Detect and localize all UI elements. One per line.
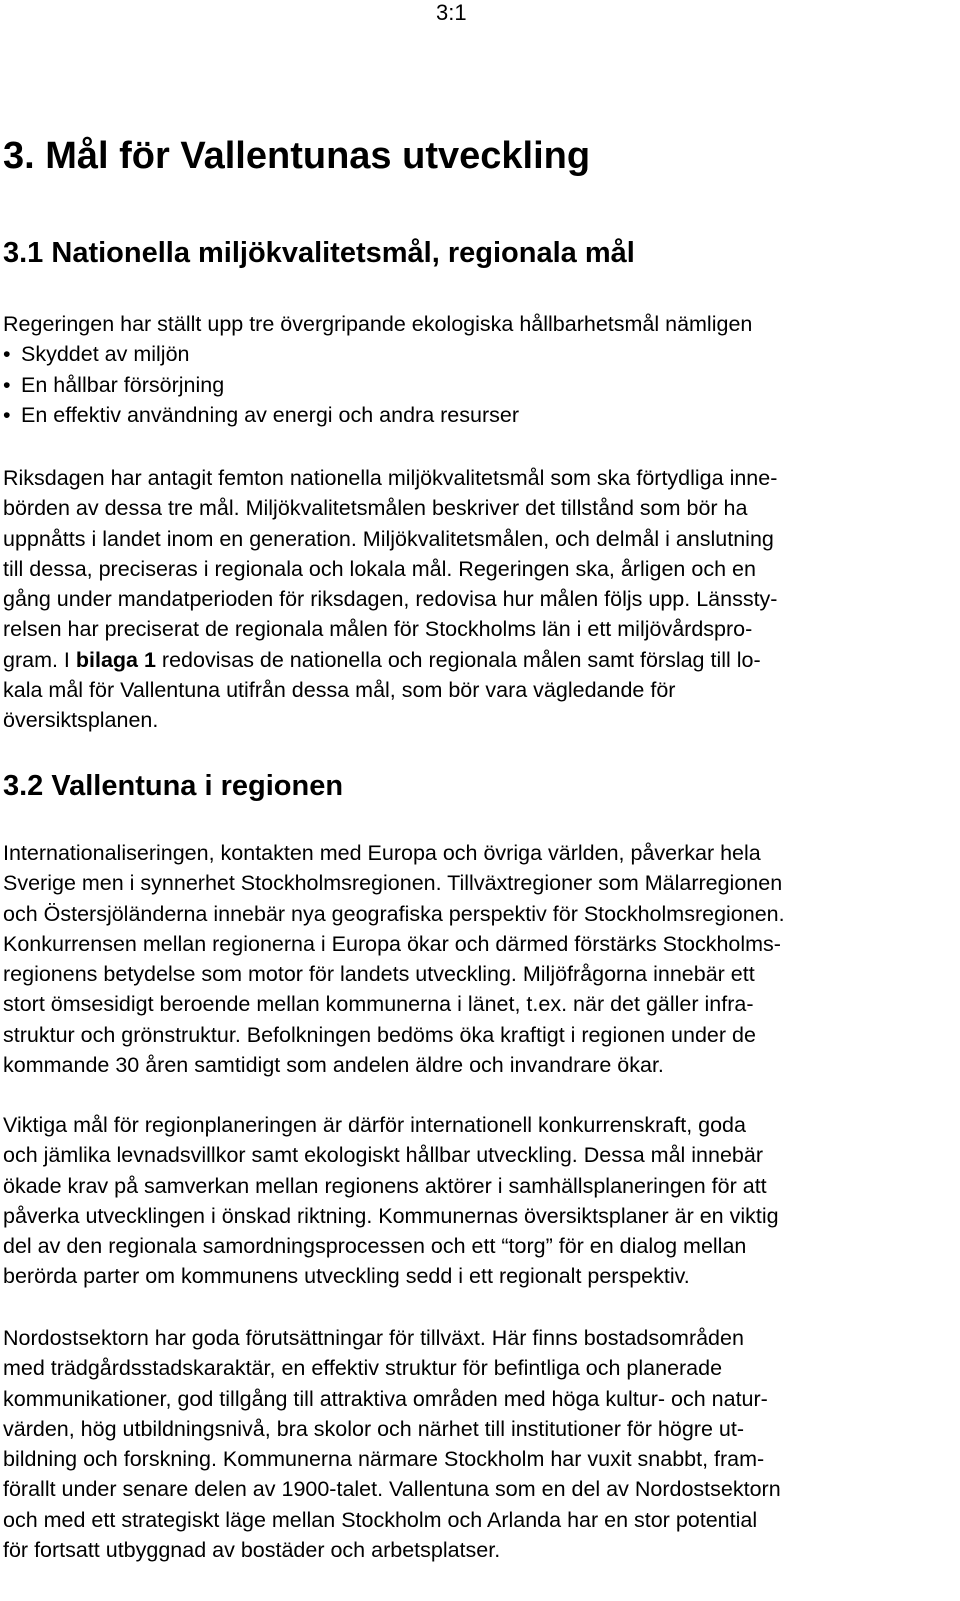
text-line: kommunikationer, god tillgång till attraktiva områden med höga kultur- och natur- [3,1386,768,1411]
text-fragment: gram. I [3,647,76,672]
text-line: Konkurrensen mellan regionerna i Europa ökar och därmed förstärks Stockholms- [3,931,781,956]
page-number: 3:1 [436,0,467,25]
intro-paragraph [3,309,943,339]
text-fragment: redovisas de nationella och regionala målen samt förslag till lo- [155,647,761,672]
bullet-item [3,339,943,369]
intro-line: Regeringen har ställt upp tre övergripande ekologiska hållbarhetsmål nämligen [3,312,753,336]
text-line: och med ett strategiskt läge mellan Stockholm och Arlanda har en stor potential [3,1507,758,1532]
paragraph [3,838,943,1080]
section-3-1-paragraph [3,463,943,736]
text-line: kala mål för Vallentuna utifrån dessa mål, som bör vara vägledande för [3,678,676,703]
text-line: regionens betydelse som motor för landets utveckling. Miljöfrågorna innebär ett [3,962,755,987]
section-3-2-paragraph-3 [3,1323,943,1565]
text-line: uppnåtts i landet inom en generation. Miljökvalitetsmålen, och delmål i anslutning [3,526,774,551]
text-line: del av den regionala samordningsprocessen och ett “torg” för en dialog mellan [3,1234,747,1259]
text-line: värden, hög utbildningsnivå, bra skolor och närhet till institutioner för högre ut- [3,1416,744,1441]
section-3-1-intro-block [3,309,943,430]
text-line: relsen har preciserat de regionala målen för Stockholms län i ett miljövårdspro- [3,617,753,642]
bullet-item [3,370,943,400]
paragraph [3,463,943,736]
text-line: Nordostsektorn har goda förutsättningar för tillväxt. Här finns bostadsområden [3,1326,744,1350]
section-title-3-2: 3.2 Vallentuna i regionen [3,770,344,802]
bullet-text: Skyddet av miljön [21,342,190,367]
bilaga-reference: bilaga 1 [75,647,156,672]
text-line: Internationaliseringen, kontakten med Europa och övriga världen, påverkar hela [3,841,761,865]
text-line: och jämlika levnadsvillkor samt ekologiskt hållbar utveckling. Dessa mål innebär [3,1143,764,1168]
section-3-2-paragraph-1 [3,838,943,1080]
bullet-text: En hållbar försörjning [21,372,225,397]
bullet-dot-icon: • [3,372,11,397]
text-line: till dessa, preciseras i regionala och lokala mål. Regeringen ska, årligen och en [3,556,756,581]
text-line: Riksdagen har antagit femton nationella miljökvalitetsmål som ska förtydliga inne- [3,466,778,490]
text-line: gång under mandatperioden för riksdagen, redovisa hur målen följs upp. Länssty- [3,587,778,612]
text-line: ökade krav på samverkan mellan regionens aktörer i samhällsplaneringen för att [3,1173,767,1198]
text-line: Viktiga mål för regionplaneringen är därför internationell konkurrenskraft, goda [3,1113,746,1137]
goal-bullet-list [3,339,943,430]
text-line: stort ömsesidigt beroende mellan kommunerna i länet, t.ex. när det gäller infra- [3,992,754,1017]
text-line: med trädgårdsstadskaraktär, en effektiv struktur för befintliga och planerade [3,1356,723,1381]
bullet-dot-icon: • [3,402,11,427]
text-line: struktur och grönstruktur. Befolkningen bedöms öka kraftigt i regionen under de [3,1022,756,1047]
bullet-dot-icon: • [3,342,11,367]
text-line [3,645,943,675]
text-line: för fortsatt utbyggnad av bostäder och arbetsplatser. [3,1538,501,1563]
bullet-item [3,400,943,430]
text-line: bildning och forskning. Kommunerna närmare Stockholm har vuxit snabbt, fram- [3,1447,765,1472]
text-line: översiktsplanen. [3,708,159,733]
text-line: berörda parter om kommunens utveckling sedd i ett regionalt perspektiv. [3,1264,690,1289]
section-3-2-paragraph-2 [3,1110,943,1292]
paragraph [3,1323,943,1565]
text-line: och Östersjöländerna innebär nya geografiska perspektiv för Stockholmsregionen. [3,901,785,926]
text-line: kommande 30 åren samtidigt som andelen äldre och invandrare ökar. [3,1053,664,1078]
text-line: börden av dessa tre mål. Miljökvalitetsmålen beskriver det tillstånd som bör ha [3,496,748,521]
bullet-text: En effektiv användning av energi och andra resurser [21,402,519,427]
paragraph [3,1110,943,1292]
text-line: påverka utvecklingen i önskad riktning. Kommunernas översiktsplaner är en viktig [3,1203,779,1228]
chapter-title: 3. Mål för Vallentunas utveckling [3,135,591,177]
text-line: förallt under senare delen av 1900-talet. Vallentuna som en del av Nordostsektorn [3,1477,781,1502]
section-title-3-1: 3.1 Nationella miljökvalitetsmål, regionala mål [3,237,635,269]
text-line: Sverige men i synnerhet Stockholmsregionen. Tillväxtregioner som Mälarregionen [3,871,783,896]
